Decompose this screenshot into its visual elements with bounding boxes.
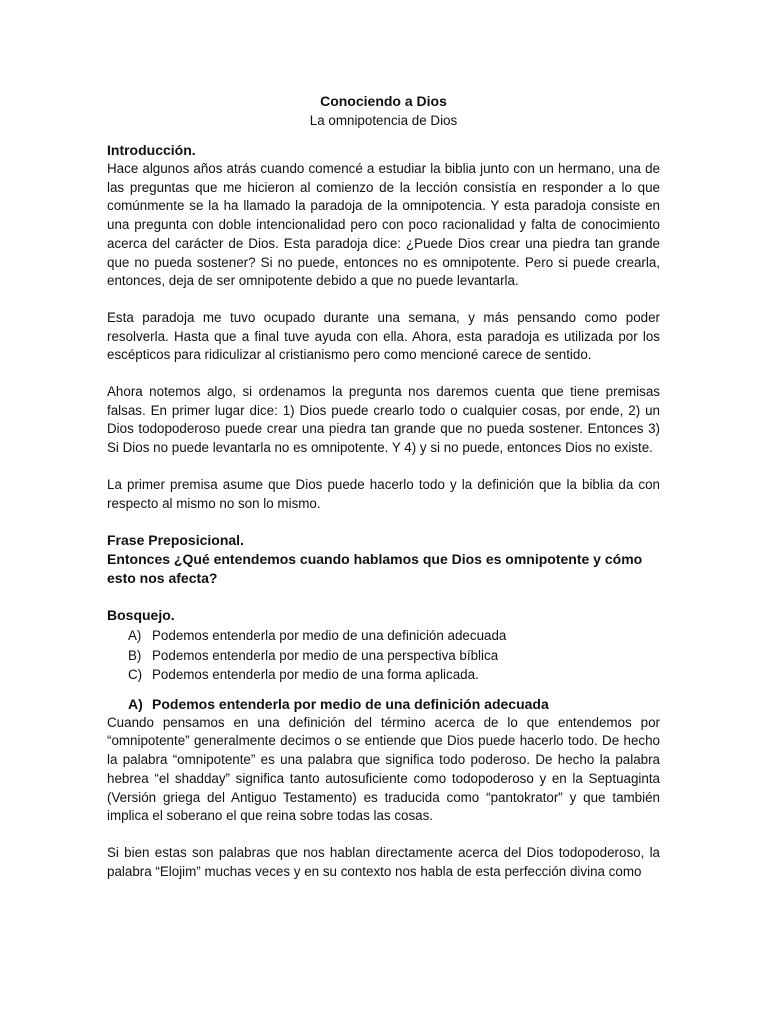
intro-paragraph-3: Ahora notemos algo, si ordenamos la pregunta nos daremos cuenta que tiene premisas falsas. En primer lugar dice: 1) Dios puede crearlo todo o cualquier cosas, por ende, 2) un Dios todopoderoso puede crear una piedra tan grande que no pueda sostener. Entonces 3) Si Dios no puede levantarla no es omnipotente. Y 4) y si no puede, entonces Dios no existe. — [107, 384, 660, 456]
outline-item — [107, 646, 660, 666]
outline-item-text: Podemos entenderla por medio de una definición adecuada — [152, 628, 507, 644]
intro-paragraph-2: Esta paradoja me tuvo ocupado durante una semana, y más pensando como poder resolverla. Hasta que a final tuve ayuda con ella. Ahora, esta paradoja es utilizada por los escépticos para ridiculizar al cristianismo pero como mencioné carece de sentido. — [107, 309, 660, 363]
document-title: Conociendo a Dios — [320, 93, 447, 109]
outline-item-marker: C) — [128, 667, 143, 683]
outline-item-text: Podemos entenderla por medio de una forma aplicada. — [152, 667, 479, 683]
outline-heading: Bosquejo. — [107, 607, 175, 624]
intro-paragraph-4: La primer premisa asume que Dios puede hacerlo todo y la definición que la biblia da con respecto al mismo no son lo mismo. — [107, 476, 660, 511]
section-a-heading — [107, 695, 660, 714]
document-page — [107, 92, 660, 881]
prep-heading: Frase Preposicional. — [107, 532, 244, 549]
outline-item-marker: B) — [128, 647, 142, 663]
outline-list — [107, 626, 660, 685]
outline-item — [107, 665, 660, 685]
prep-question: Entonces ¿Qué entendemos cuando hablamos que Dios es omnipotente y cómo esto nos afecta? — [107, 551, 643, 587]
outline-item — [107, 626, 660, 646]
intro-heading: Introducción. — [107, 142, 196, 158]
section-a-marker: A) — [128, 695, 143, 712]
section-a-title: Podemos entenderla por medio de una definición adecuada — [152, 695, 549, 712]
intro-paragraph-1: Hace algunos años atrás cuando comencé a estudiar la biblia junto con un hermano, una de las preguntas que me hicieron al comienzo de la lección consistía en responder a lo que comúnmente se la ha llamado la paradoja de la omnipotencia. Y esta paradoja consiste en una pregunta con doble intencionalidad pero con poco racionalidad y falta de conocimiento acerca del carácter de Dios. Esta paradoja dice: ¿Puede Dios crear una piedra tan grande que no pueda sostener? Si no puede, entonces no es omnipotente. Pero si puede crearla, entonces, deja de ser omnipotente debido a que no puede levantarla. — [107, 161, 660, 289]
section-a-paragraph-2: Si bien estas son palabras que nos hablan directamente acerca del Dios todopoderoso, la palabra “Elojim” muchas veces y en su contexto nos habla de esta perfección divina como — [107, 844, 660, 879]
outline-item-marker: A) — [128, 628, 142, 644]
section-a-paragraph-1: Cuando pensamos en una definición del término acerca de lo que entendemos por “omnipotente” generalmente decimos o se entiende que Dios puede hacerlo todo. De hecho la palabra “omnipotente” es una palabra que significa todo poderoso. De hecho la palabra hebrea “el shadday” significa tanto autosuficiente como todopoderoso y en la Septuaginta (Versión griega del Antiguo Testamento) es traducida como “pantokrator” y que también implica el soberano el que reina sobre todas las cosas. — [107, 714, 660, 824]
document-subtitle: La omnipotencia de Dios — [309, 113, 458, 128]
outline-item-text: Podemos entenderla por medio de una perspectiva bíblica — [152, 647, 499, 663]
